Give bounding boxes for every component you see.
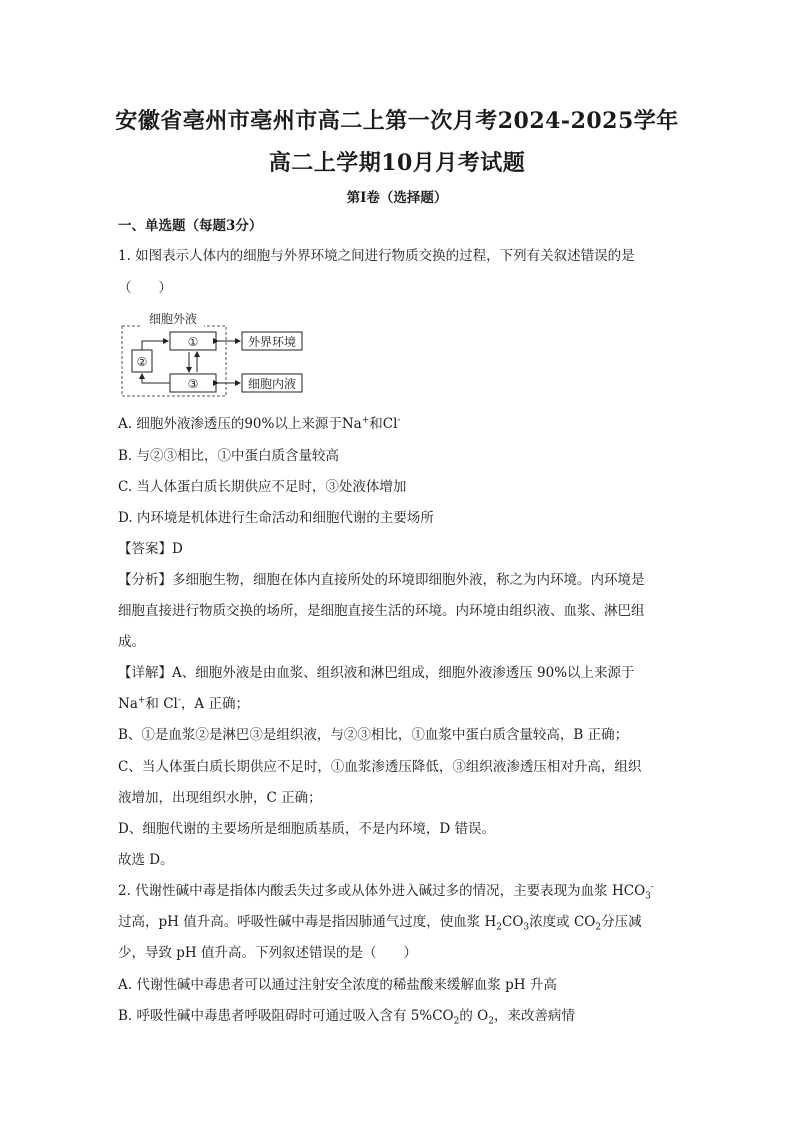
- q1-option-b: B. 与②③相比，①中蛋白质含量较高: [118, 448, 340, 464]
- q1-detail-line3: B、①是血浆②是淋巴③是组织液，与②③相比，①血浆中蛋白质含量较高，B 正确；: [118, 727, 629, 743]
- page-title: 安徽省亳州市亳州市高二上第一次月考2024-2025学年: [115, 108, 679, 134]
- box-1-label: ①: [187, 335, 199, 349]
- intracellular-fluid-label: 细胞内液: [247, 377, 297, 391]
- q2-stem-line3: 少，导致 pH 值升高。下列叙述错误的是（ ）: [118, 945, 417, 961]
- box-2-label: ②: [136, 355, 148, 369]
- q2-stem-line2: 过高，pH 值升高。呼吸性碱中毒是指因肺通气过度，使血浆 $H_2CO_3$浓度或 $CO_2$分压减: [118, 914, 642, 933]
- q1-detail-line4: C、当人体蛋白质长期供应不足时，①血浆渗透压降低，③组织液渗透压相对升高，组织: [118, 759, 642, 775]
- q2-option-a: A. 代谢性碱中毒患者可以通过注射安全浓度的稀盐酸来缓解血浆 pH 升高: [118, 977, 557, 993]
- q1-detail-line2: Na+和 Cl-，A 正确；: [118, 695, 249, 712]
- body-fluid-diagram: [118, 306, 308, 402]
- q1-detail-line5: 液增加，出现组织水肿，C 正确；: [118, 790, 322, 806]
- extracellular-fluid-label: 细胞外液: [148, 312, 198, 326]
- volume-heading: 第I卷（选择题）: [346, 190, 448, 206]
- q2-option-b: B. 呼吸性碱中毒患者呼吸阻碍时可通过吸入含有 $5\%CO_2$的 $O_2$，来改善病情: [118, 1008, 575, 1027]
- q1-analysis-line1: 【分析】多细胞生物，细胞在体内直接所处的环境即细胞外液，称之为内环境。内环境是: [118, 572, 645, 588]
- q1-stem-line2: （ ）: [118, 280, 172, 296]
- q1-option-d: D. 内环境是机体进行生命活动和细胞代谢的主要场所: [118, 510, 434, 526]
- q1-conclusion: 故选 D。: [118, 852, 174, 868]
- q1-detail-line1: 【详解】A、细胞外液是由血浆、组织液和淋巴组成，细胞外液渗透压 90%以上来源于: [118, 665, 635, 681]
- q1-option-a: A. 细胞外液渗透压的90%以上来源于Na+和Cl-: [118, 415, 401, 432]
- box-3-label: ③: [187, 377, 199, 391]
- q1-stem-line1: 1. 如图表示人体内的细胞与外界环境之间进行物质交换的过程，下列有关叙述错误的是: [118, 248, 635, 264]
- external-environment-label: 外界环境: [247, 335, 297, 349]
- q1-analysis-line2: 细胞直接进行物质交换的场所，是细胞直接生活的环境。内环境由组织液、血浆、淋巴组: [118, 603, 645, 619]
- page-title-line2: 高二上学期10月月考试题: [268, 150, 526, 176]
- q2-stem-line1: 2. 代谢性碱中毒是指体内酸丢失过多或从体外进入碱过多的情况，主要表现为血浆 $HCO_3^-$: [118, 882, 654, 902]
- q1-analysis-line3: 成。: [118, 634, 145, 650]
- section-heading: 一、单选题（每题3分）: [118, 218, 263, 234]
- q1-detail-line6: D、细胞代谢的主要场所是细胞质基质，不是内环境，D 错误。: [118, 821, 495, 837]
- q1-answer: 【答案】D: [118, 541, 183, 557]
- q1-option-c: C. 当人体蛋白质长期供应不足时，③处液体增加: [118, 479, 407, 495]
